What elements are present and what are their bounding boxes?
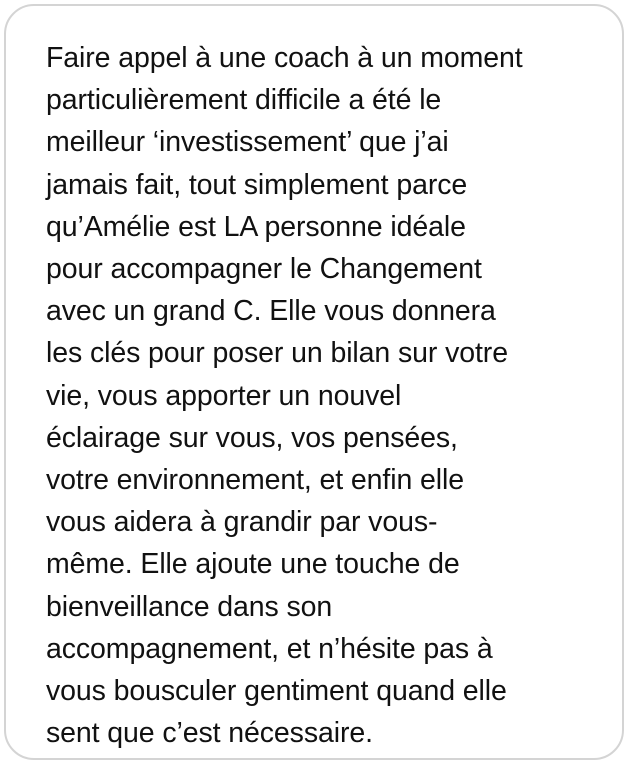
testimonial-line: qu’Amélie est LA personne idéale — [46, 210, 466, 243]
testimonial-line: particulièrement difficile a été le — [46, 84, 442, 117]
testimonial-line: éclairage sur vous, vos pensées, — [46, 421, 458, 454]
testimonial-line: Faire appel à une coach à un moment — [46, 42, 523, 74]
testimonial-line: bienveillance dans son — [46, 590, 333, 623]
testimonial-line: accompagnement, et n’hésite pas à — [46, 632, 493, 665]
testimonial-line: vous aidera à grandir par vous- — [46, 506, 438, 539]
testimonial-line: même. Elle ajoute une touche de — [46, 548, 460, 581]
testimonial-line: pour accompagner le Changement — [46, 253, 482, 286]
testimonial-text — [46, 37, 606, 754]
testimonial-line: meilleur ‘investissement’ que j’ai — [46, 126, 449, 159]
testimonial-line: avec un grand C. Elle vous donnera — [46, 295, 496, 328]
testimonial-line: vous bousculer gentiment quand elle — [46, 675, 507, 708]
testimonial-line: vie, vous apporter un nouvel — [46, 379, 402, 412]
testimonial-line: les clés pour poser un bilan sur votre — [46, 337, 508, 370]
testimonial-bubble — [4, 4, 624, 760]
testimonial-line: votre environnement, et enfin elle — [46, 464, 465, 497]
testimonial-line: jamais fait, tout simplement parce — [46, 168, 468, 201]
testimonial-line: sent que c’est nécessaire. — [46, 717, 373, 750]
